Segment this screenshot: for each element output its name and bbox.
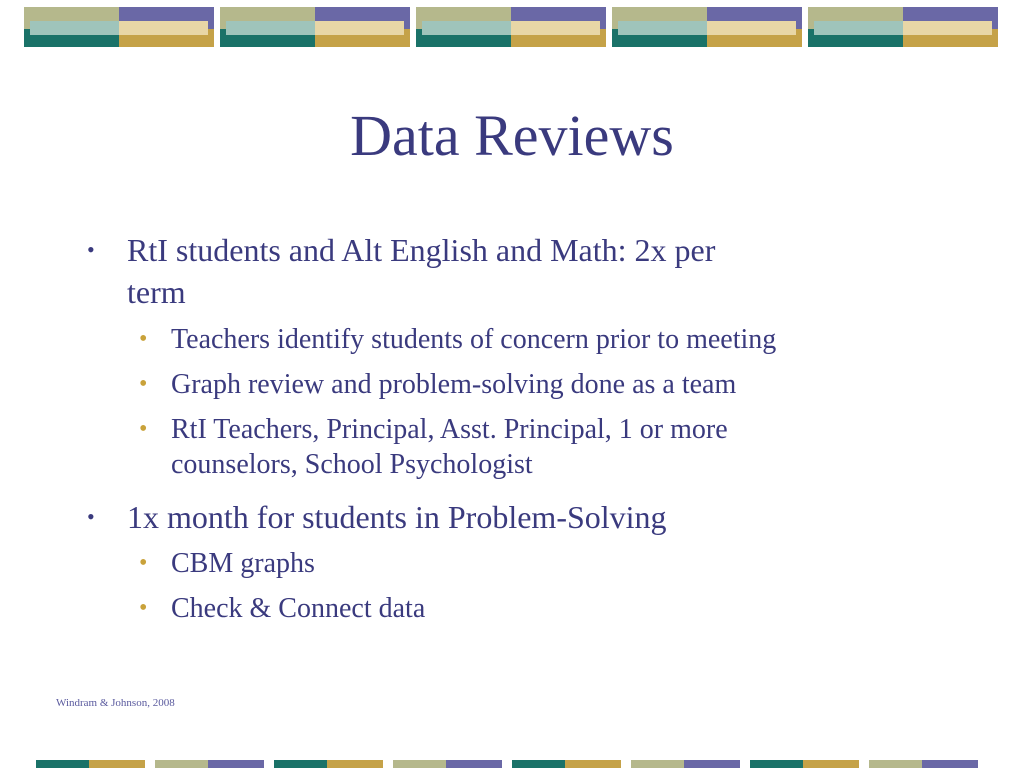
sub-bullet-text: CBM graphs [171,548,315,579]
band-segment [36,760,89,768]
sub-bullet-dot-icon: • [139,595,148,621]
sub-bullet-text: Check & Connect data [171,593,426,624]
bullet-line: RtI students and Alt English and Math: 2x per [127,232,716,268]
sub-bullet-item [139,322,931,357]
sub-bullet-dot-icon: • [139,550,148,576]
bullet-line: term [127,274,186,310]
sub-bullet-item [139,591,931,626]
band-segment [684,760,740,768]
bullet-dot-icon: • [87,237,95,262]
sub-bullet-text: Teachers identify students of concern prior to meeting [171,324,777,355]
band-segment [631,760,684,768]
sub-bullet-item [139,412,931,482]
band-segment [208,760,264,768]
sub-bullet-line: RtI Teachers, Principal, Asst. Principal, 1 or more [171,414,728,445]
band-segment [327,760,383,768]
band-segment [393,760,446,768]
band-segment [512,760,565,768]
band-segment [869,760,922,768]
sub-bullet-item [139,546,931,581]
band-segment [155,760,208,768]
sub-bullet-dot-icon: • [139,416,148,442]
band-segment [922,760,978,768]
band-segment [803,760,859,768]
band-segment [274,760,327,768]
bullet-item [87,229,887,313]
band-segment [750,760,803,768]
band-segment [446,760,502,768]
slide-footer: Windram & Johnson, 2008 [56,697,175,709]
bottom-decorative-band [0,756,1024,768]
sub-bullet-item [139,367,931,402]
bullet-text: 1x month for students in Problem-Solving [127,499,667,535]
sub-bullet-dot-icon: • [139,326,148,352]
bullet-dot-icon: • [87,504,95,529]
sub-bullet-line: counselors, School Psychologist [171,449,533,480]
bullet-item [87,496,887,538]
band-segment [565,760,621,768]
sub-bullet-dot-icon: • [139,371,148,397]
slide-title: Data Reviews [350,103,674,168]
band-segment [89,760,145,768]
sub-bullet-text: Graph review and problem-solving done as a team [171,369,737,400]
